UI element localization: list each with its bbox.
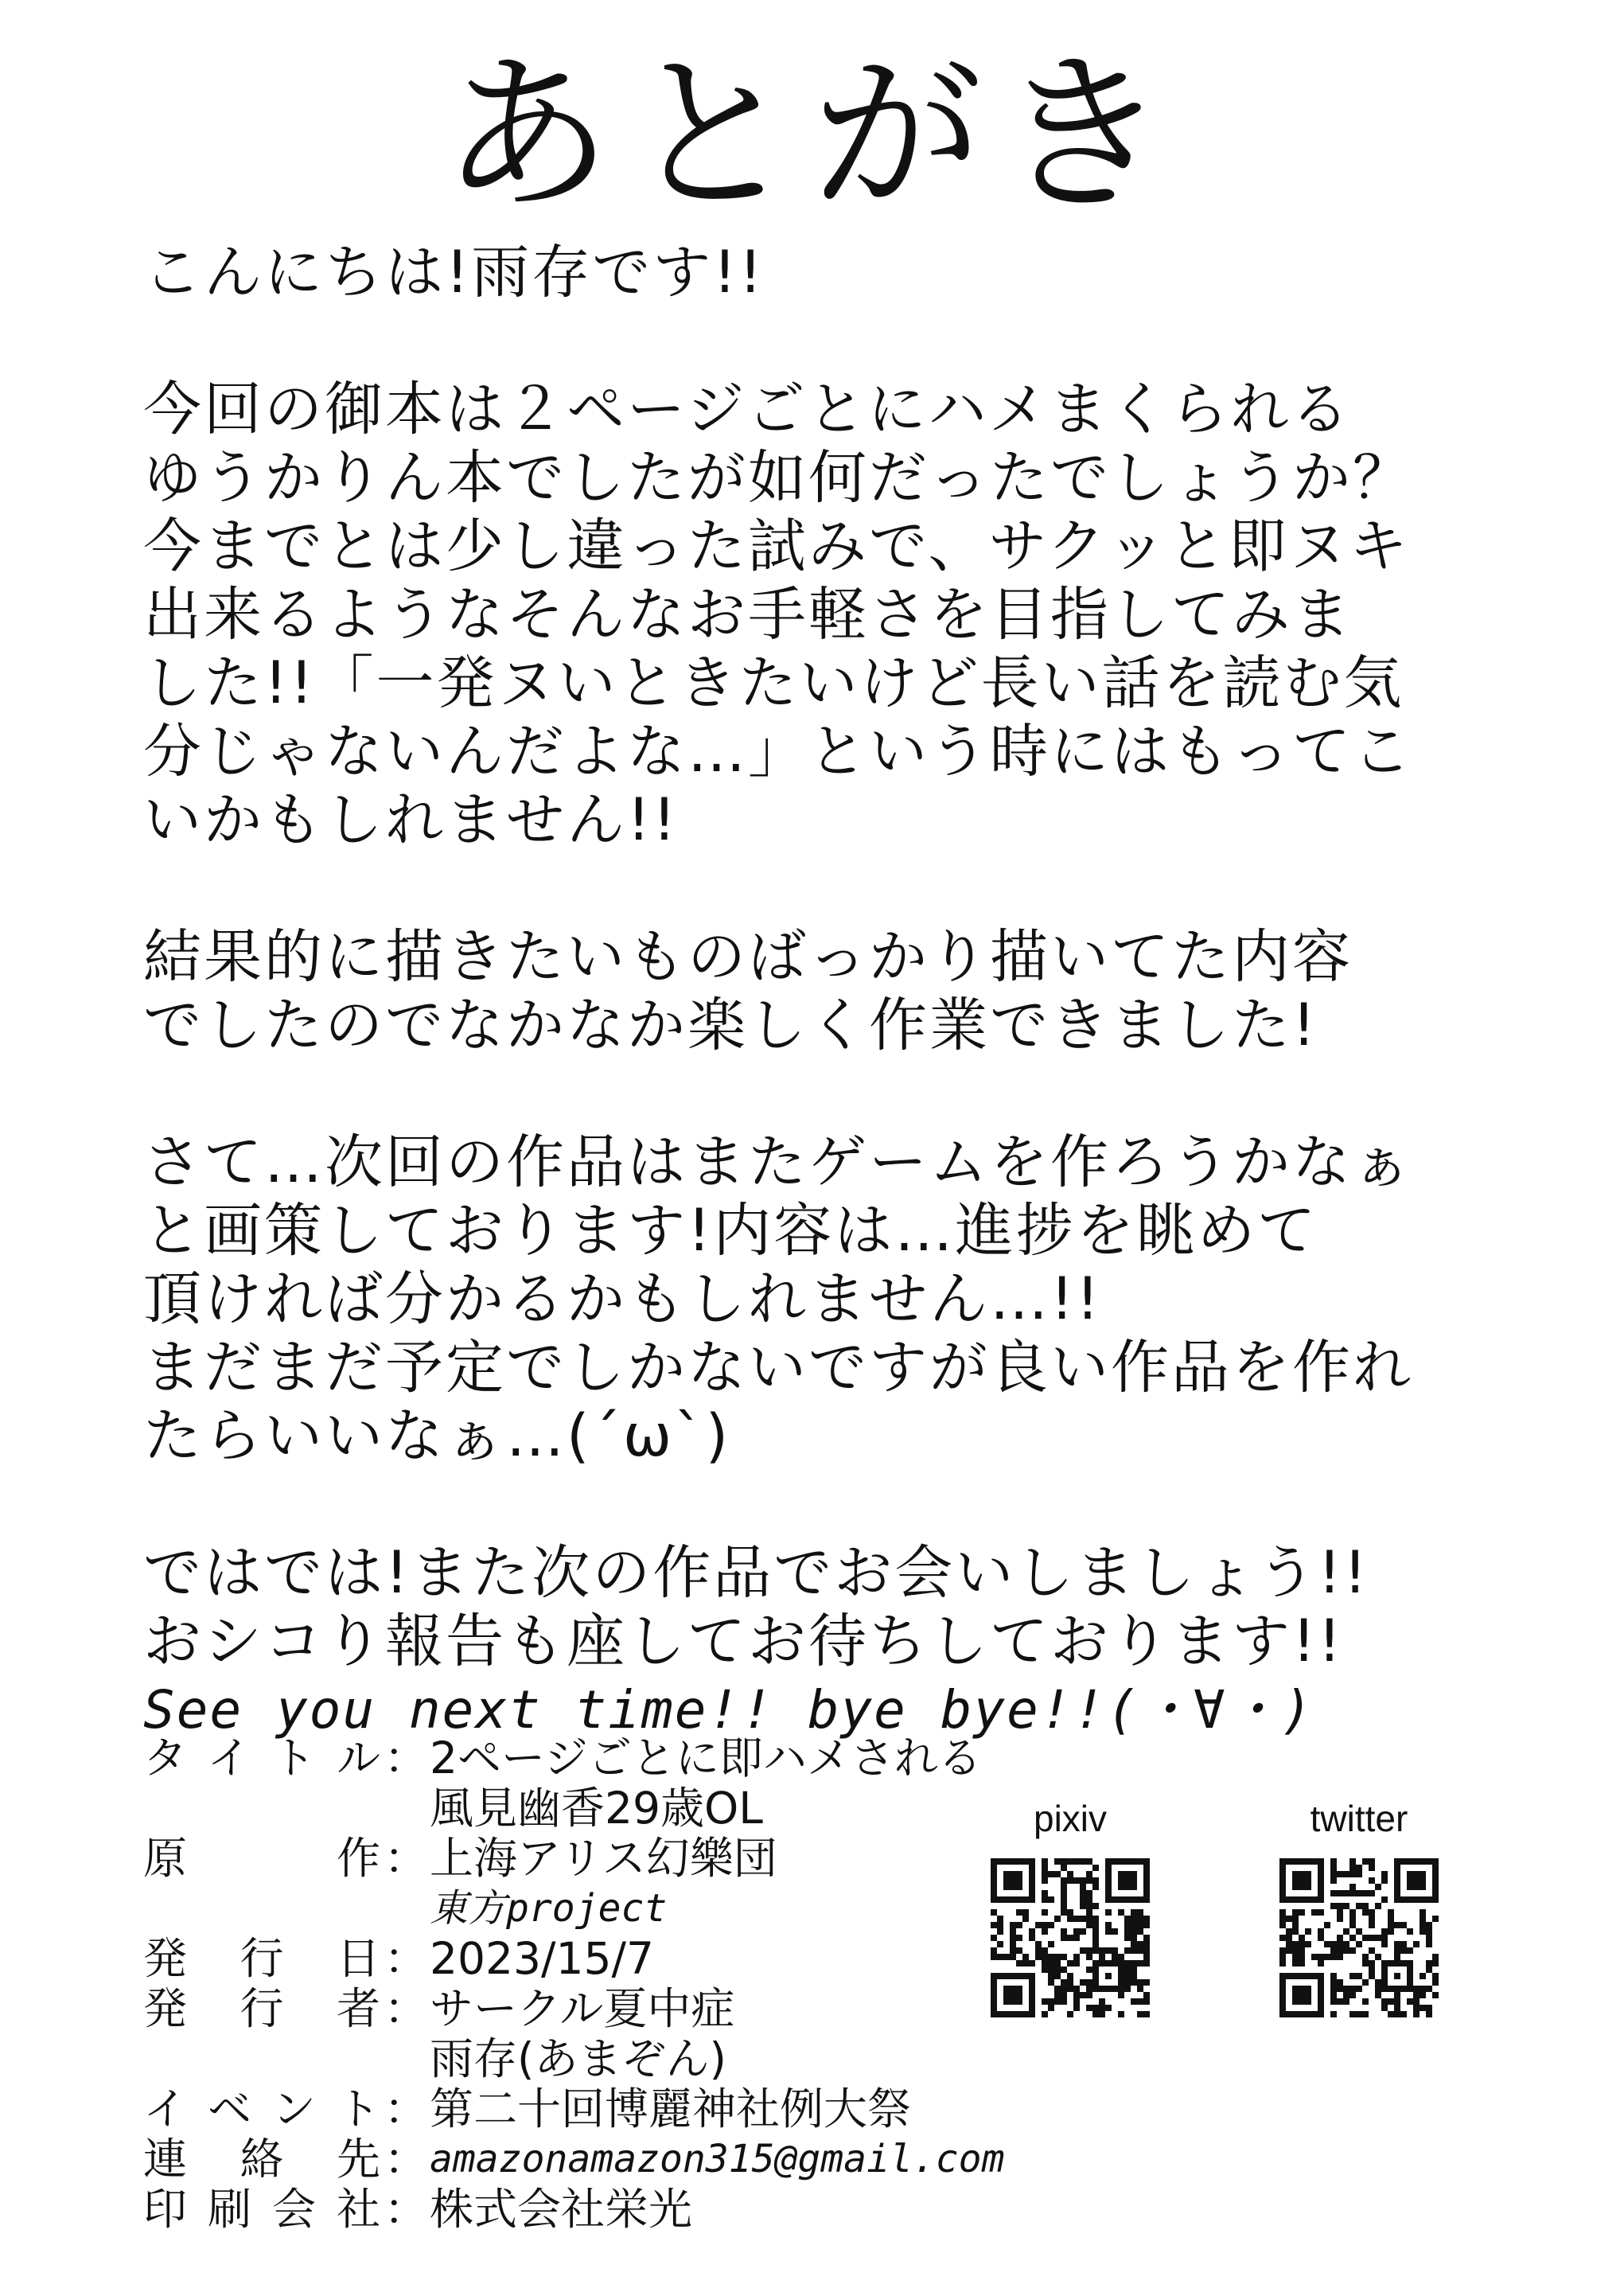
paragraph-line: たらいいなぁ…(´ω`) [143, 1402, 731, 1470]
paragraph-2 [143, 923, 1575, 1060]
paragraph-line: と画策しております!内容は…進捗を眺めて [143, 1197, 1318, 1265]
paragraph-line: 今回の御本は２ページごとにハメまくられる [143, 376, 1352, 443]
twitter-qr-label: twitter [1310, 1798, 1408, 1839]
closing-line: おシコり報告も座してお待ちしております!! [143, 1608, 1344, 1675]
colophon-values [430, 2084, 1178, 2134]
paragraph-line: 分じゃないんだよな…」という時にはもってこ [143, 718, 1413, 785]
paragraph-line: でしたのでなかなか楽しく作業できました! [143, 992, 1318, 1059]
paragraph-line: 結果的に描きたいものばっかり描いてた内容 [143, 923, 1353, 991]
paragraph-1 [143, 376, 1575, 855]
colophon-label: 印刷会社 [143, 2184, 382, 2235]
paragraph-line: 今までとは少し違った試みで、サクッと即ヌキ [143, 513, 1410, 580]
colophon-row-printer [143, 2185, 1178, 2235]
paragraph-line: した!!「一発ヌいときたいけど長い話を読む気 [143, 649, 1404, 717]
colophon-label: 発行者 [143, 1983, 382, 2034]
paragraph-line: まだまだ予定でしかないですが良い作品を作れ [143, 1334, 1413, 1401]
colophon-value: 株式会社栄光 [430, 2184, 693, 2235]
paragraph-line: 出来るようなそんなお手軽さを目指してみま [143, 581, 1353, 649]
paragraph-line: いかもしれません!! [143, 786, 679, 854]
colophon-value: 雨存(あまぞん) [430, 2033, 726, 2084]
colophon-label: 発行日 [143, 1933, 382, 1984]
colophon-values [430, 2185, 1178, 2235]
greeting-paragraph [143, 239, 1575, 307]
twitter-qr-block [1272, 1795, 1447, 2017]
pixiv-qr-label: pixiv [1033, 1798, 1108, 1839]
colophon-separator: ： [384, 1983, 428, 2034]
colophon-value: サークル夏中症 [430, 1983, 735, 2034]
colophon-separator: ： [384, 1833, 428, 1884]
pixiv-qr-block [983, 1795, 1158, 2017]
colophon-value: 2023/15/7 [430, 1933, 655, 1984]
colophon-separator: ： [384, 2083, 428, 2134]
colophon-separator: ： [384, 2184, 428, 2235]
page-title: あとがき [441, 35, 1183, 235]
greeting-line: こんにちは!雨存です!! [143, 239, 765, 306]
contact-email: amazonamazon315@gmail.com [430, 2137, 1005, 2181]
colophon-separator: ： [384, 1933, 428, 1984]
colophon-value: 東方project [430, 1886, 668, 1931]
qr-code-icon [991, 1858, 1150, 2017]
colophon-label: 原 作 [143, 1833, 382, 1884]
colophon-label: イベント [143, 2083, 382, 2134]
closing-english-line: See you next time!! bye bye!!(・∀・) [143, 1679, 1314, 1740]
colophon-values [430, 2134, 1178, 2185]
colophon-label: 連絡先 [143, 2134, 382, 2185]
afterword-body [143, 239, 1575, 1813]
colophon-row-event [143, 2084, 1178, 2134]
colophon-value: 風見幽香29歳OL [430, 1783, 763, 1834]
paragraph-line: さて…次回の作品はまたゲームを作ろうかなぁ [143, 1128, 1413, 1196]
paragraph-line: ゆうかりん本でしたが如何だったでしょうか？ [143, 444, 1413, 512]
colophon-row-contact [143, 2134, 1178, 2185]
closing-line: ではでは!また次の作品でお会いしましょう!! [143, 1539, 1369, 1607]
colophon-value: 2ページごとに即ハメされる [430, 1733, 982, 1783]
colophon-separator: ： [384, 2134, 428, 2185]
closing-paragraph [143, 1539, 1575, 1744]
colophon-value: 第二十回博麗神社例大祭 [430, 2083, 912, 2134]
paragraph-line: 頂ければ分かるかもしれません…!! [143, 1265, 1102, 1333]
colophon-label: タイトル [143, 1733, 382, 1783]
qr-code-icon [1279, 1858, 1439, 2017]
colophon-value: 上海アリス幻樂団 [430, 1833, 777, 1884]
colophon-separator: ： [384, 1733, 428, 1783]
paragraph-3 [143, 1128, 1575, 1471]
